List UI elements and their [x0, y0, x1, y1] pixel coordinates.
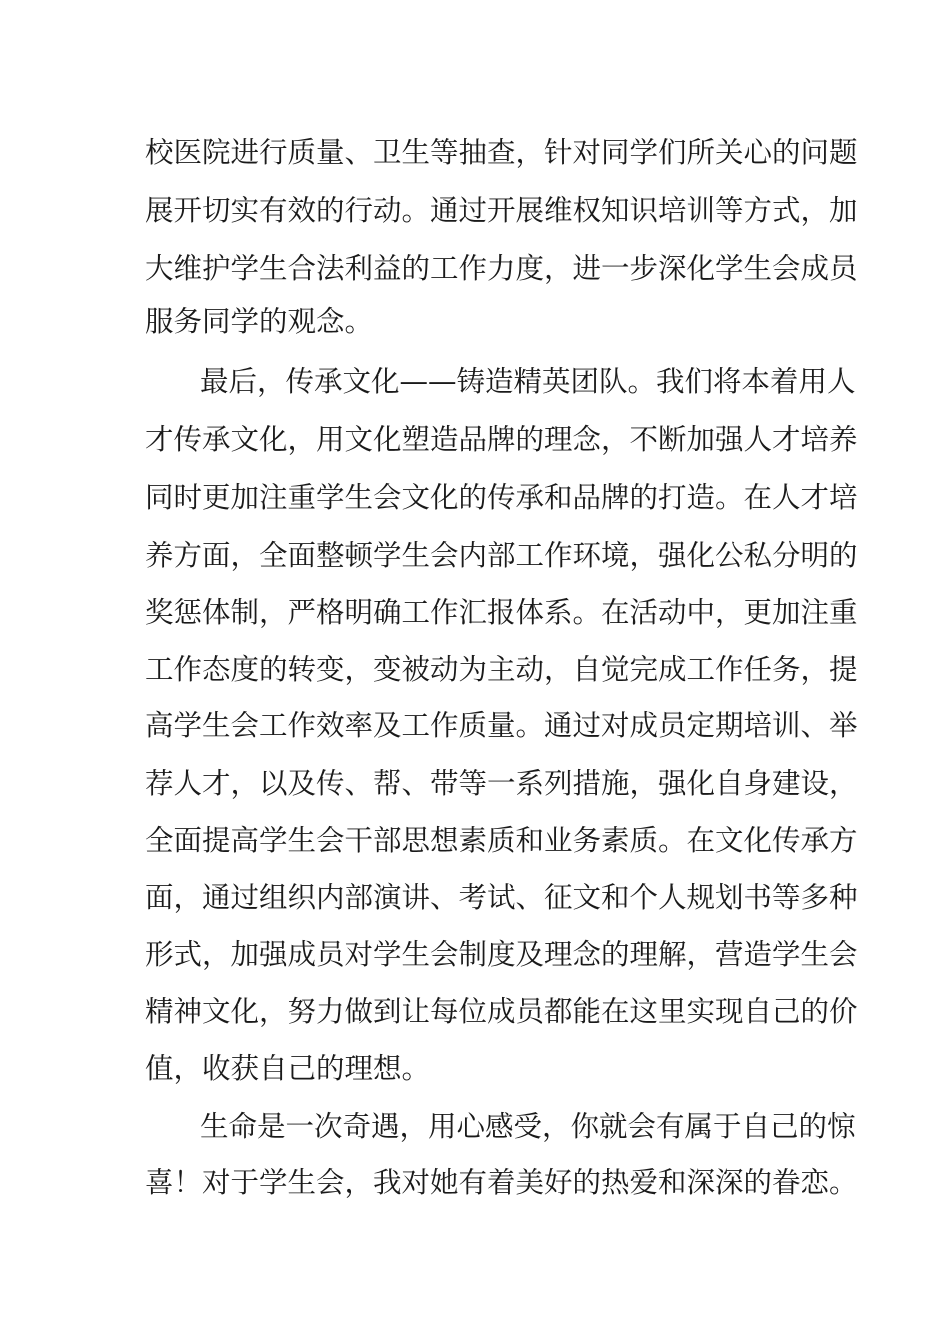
text-line: 养方面，全面整顿学生会内部工作环境，强化公私分明的 — [145, 539, 858, 572]
text-line: 工作态度的转变，变被动为主动，自觉完成工作任务，提 — [145, 653, 858, 686]
text-line: 展开切实有效的行动。通过开展维权知识培训等方式，加 — [145, 194, 858, 227]
text-line: 才传承文化，用文化塑造品牌的理念，不断加强人才培养 — [145, 423, 858, 456]
text-line: 大维护学生合法利益的工作力度，进一步深化学生会成员 — [145, 252, 858, 285]
text-line: 高学生会工作效率及工作质量。通过对成员定期培训、举 — [145, 709, 858, 742]
text-line: 服务同学的观念。 — [145, 305, 374, 338]
text-line: 形式，加强成员对学生会制度及理念的理解，营造学生会 — [145, 938, 858, 971]
text-line: 最后，传承文化——铸造精英团队。我们将本着用人 — [200, 365, 856, 398]
text-line: 同时更加注重学生会文化的传承和品牌的打造。在人才培 — [145, 481, 858, 514]
text-line: 生命是一次奇遇，用心感受，你就会有属于自己的惊 — [200, 1110, 856, 1143]
text-line: 全面提高学生会干部思想素质和业务素质。在文化传承方 — [145, 824, 858, 857]
text-line: 精神文化，努力做到让每位成员都能在这里实现自己的价 — [145, 995, 858, 1028]
text-line: 值，收获自己的理想。 — [145, 1052, 431, 1085]
text-line: 校医院进行质量、卫生等抽查，针对同学们所关心的问题 — [145, 136, 858, 169]
text-line: 面，通过组织内部演讲、考试、征文和个人规划书等多种 — [145, 881, 858, 914]
text-line: 奖惩体制，严格明确工作汇报体系。在活动中，更加注重 — [145, 596, 858, 629]
text-line: 荐人才，以及传、帮、带等一系列措施，强化自身建设， — [145, 767, 858, 800]
text-line: 喜！对于学生会，我对她有着美好的热爱和深深的眷恋。 — [145, 1166, 858, 1199]
